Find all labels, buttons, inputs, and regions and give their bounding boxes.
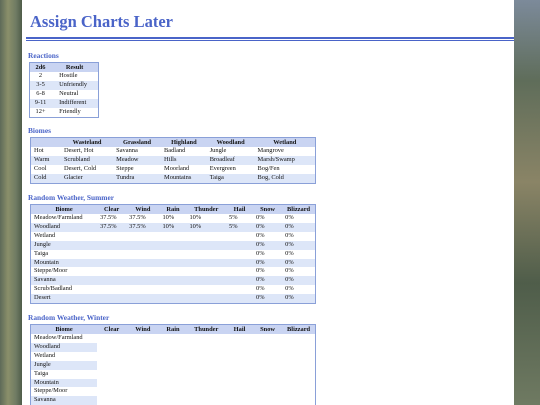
table-row xyxy=(30,90,99,99)
table-cell xyxy=(282,370,315,379)
table-cell xyxy=(253,361,282,370)
table-cell: 0% xyxy=(253,241,282,250)
table-cell xyxy=(282,396,315,405)
table-row xyxy=(31,294,316,303)
table-cell: Meadow/Farmland xyxy=(31,214,98,223)
table-cell: Wetland xyxy=(31,352,98,361)
table-header-cell: Thunder xyxy=(186,205,226,215)
table-cell: Jungle xyxy=(31,361,98,370)
table-cell xyxy=(159,396,186,405)
table-cell: Moorland xyxy=(161,165,207,174)
table-cell: Tundra xyxy=(113,174,161,183)
document-page xyxy=(22,0,514,405)
table-cell xyxy=(186,259,226,268)
table-cell xyxy=(282,379,315,388)
table-cell: 10% xyxy=(186,214,226,223)
table-cell xyxy=(97,396,126,405)
table-row xyxy=(31,267,316,276)
table-cell: 0% xyxy=(253,232,282,241)
table-cell xyxy=(159,370,186,379)
table-cell: Warm xyxy=(31,156,61,165)
table-cell xyxy=(186,379,226,388)
table-row xyxy=(31,147,316,156)
background-painting-right xyxy=(514,0,540,405)
table-row xyxy=(31,361,316,370)
table-cell xyxy=(253,379,282,388)
table-cell xyxy=(97,250,126,259)
table-cell: Jungle xyxy=(207,147,255,156)
table-cell xyxy=(253,387,282,396)
table-cell: Scrub/Badland xyxy=(31,285,98,294)
table-cell xyxy=(186,343,226,352)
table-cell xyxy=(159,387,186,396)
table-row xyxy=(30,99,99,108)
table-cell: Bog/Fen xyxy=(255,165,316,174)
table-row xyxy=(31,352,316,361)
table-cell xyxy=(226,259,253,268)
table-header-cell: Snow xyxy=(253,205,282,215)
table-cell xyxy=(282,343,315,352)
table-cell xyxy=(159,352,186,361)
table-cell xyxy=(126,267,159,276)
table-row xyxy=(31,174,316,183)
table-cell xyxy=(126,370,159,379)
table-cell xyxy=(186,370,226,379)
table-cell: 10% xyxy=(159,214,186,223)
table-cell xyxy=(126,259,159,268)
table-header-cell: Hail xyxy=(226,325,253,335)
table-header-cell: Wind xyxy=(126,205,159,215)
table-cell xyxy=(226,396,253,405)
table-cell xyxy=(226,343,253,352)
table-cell xyxy=(126,232,159,241)
table-cell xyxy=(226,387,253,396)
table-cell xyxy=(97,379,126,388)
table-cell xyxy=(226,241,253,250)
table-cell: 0% xyxy=(253,276,282,285)
table-cell: 0% xyxy=(282,276,315,285)
table-header-cell: Rain xyxy=(159,325,186,335)
table-cell: Bog, Cold xyxy=(255,174,316,183)
table-cell xyxy=(126,241,159,250)
table-header-cell: Wasteland xyxy=(61,138,113,148)
table-row xyxy=(31,387,316,396)
table-row xyxy=(31,156,316,165)
table-header-cell: Rain xyxy=(159,205,186,215)
table-cell: Jungle xyxy=(31,241,98,250)
table-cell xyxy=(126,361,159,370)
table-row xyxy=(31,250,316,259)
table-cell xyxy=(186,276,226,285)
table-cell xyxy=(159,250,186,259)
table-cell xyxy=(253,334,282,343)
table-header-cell: Wetland xyxy=(255,138,316,148)
table-cell: Neutral xyxy=(51,90,98,99)
table-cell xyxy=(253,396,282,405)
table-cell xyxy=(226,352,253,361)
table-cell: Badland xyxy=(161,147,207,156)
table-cell xyxy=(226,294,253,303)
table-cell: Desert, Hot xyxy=(61,147,113,156)
table-cell xyxy=(186,267,226,276)
table-cell: 3-5 xyxy=(30,81,52,90)
table-cell xyxy=(126,352,159,361)
table-row xyxy=(31,259,316,268)
table-cell xyxy=(159,334,186,343)
table-cell xyxy=(226,232,253,241)
table-cell: Hot xyxy=(31,147,61,156)
table-row xyxy=(31,241,316,250)
title-rule-thin xyxy=(26,40,514,41)
table-cell: 0% xyxy=(253,259,282,268)
table-row xyxy=(31,396,316,405)
table-cell xyxy=(282,352,315,361)
table-cell: Mountains xyxy=(161,174,207,183)
table-cell: Savanna xyxy=(31,396,98,405)
table-cell: 37.5% xyxy=(126,214,159,223)
table-cell: 37.5% xyxy=(126,223,159,232)
table-cell xyxy=(282,334,315,343)
table-cell: 0% xyxy=(253,214,282,223)
table-cell xyxy=(159,294,186,303)
table-cell xyxy=(226,267,253,276)
table-cell: Woodland xyxy=(31,223,98,232)
table-cell xyxy=(159,379,186,388)
table-cell xyxy=(226,285,253,294)
table-cell: 9-11 xyxy=(30,99,52,108)
table-cell xyxy=(159,343,186,352)
table-cell: Glacier xyxy=(61,174,113,183)
table-row xyxy=(30,81,99,90)
summer-weather-heading: Random Weather, Summer xyxy=(28,193,115,202)
table-cell: Savanna xyxy=(113,147,161,156)
table-cell: 37.5% xyxy=(97,214,126,223)
table-cell: Steppe/Moor xyxy=(31,267,98,276)
table-cell xyxy=(253,370,282,379)
table-cell: 10% xyxy=(186,223,226,232)
table-cell: Meadow/Farmland xyxy=(31,334,98,343)
table-cell xyxy=(226,379,253,388)
table-cell: 0% xyxy=(282,241,315,250)
table-cell xyxy=(253,343,282,352)
table-cell: Hostile xyxy=(51,72,98,81)
table-cell: 6-8 xyxy=(30,90,52,99)
table-cell: 5% xyxy=(226,223,253,232)
table-cell xyxy=(126,294,159,303)
table-cell: Wetland xyxy=(31,232,98,241)
table-cell: Indifferent xyxy=(51,99,98,108)
table-cell xyxy=(159,232,186,241)
table-cell: 0% xyxy=(282,267,315,276)
table-cell xyxy=(186,241,226,250)
table-header-cell: Hail xyxy=(226,205,253,215)
table-cell: Mangrove xyxy=(255,147,316,156)
table-cell xyxy=(159,361,186,370)
table-row xyxy=(30,108,99,117)
table-cell: Friendly xyxy=(51,108,98,117)
table-cell xyxy=(126,396,159,405)
winter-weather-table xyxy=(30,324,316,405)
table-header-cell: Woodland xyxy=(207,138,255,148)
table-cell xyxy=(97,276,126,285)
table-header-cell: Result xyxy=(51,63,98,73)
table-cell xyxy=(97,334,126,343)
table-cell xyxy=(97,285,126,294)
table-cell: Steppe/Moor xyxy=(31,387,98,396)
table-cell xyxy=(226,370,253,379)
table-row xyxy=(31,165,316,174)
table-row xyxy=(31,379,316,388)
table-cell: 0% xyxy=(253,285,282,294)
table-header-cell xyxy=(31,138,61,148)
table-header-cell: Blizzard xyxy=(282,325,315,335)
table-cell xyxy=(186,285,226,294)
table-row xyxy=(31,232,316,241)
table-header-cell: Clear xyxy=(97,205,126,215)
table-cell xyxy=(97,361,126,370)
table-cell: Unfriendly xyxy=(51,81,98,90)
table-cell xyxy=(97,232,126,241)
table-cell xyxy=(226,250,253,259)
reactions-table xyxy=(29,62,99,118)
table-cell xyxy=(159,267,186,276)
table-cell: 0% xyxy=(282,223,315,232)
table-cell: Woodland xyxy=(31,343,98,352)
table-cell: Taiga xyxy=(31,370,98,379)
table-row xyxy=(30,72,99,81)
reactions-heading: Reactions xyxy=(28,51,59,60)
table-cell xyxy=(126,343,159,352)
table-row xyxy=(31,334,316,343)
table-cell: 0% xyxy=(282,250,315,259)
biomes-table xyxy=(30,137,316,184)
table-cell xyxy=(282,387,315,396)
table-cell xyxy=(126,334,159,343)
table-cell: Taiga xyxy=(31,250,98,259)
table-cell: 0% xyxy=(253,294,282,303)
table-header-cell: Highland xyxy=(161,138,207,148)
table-cell xyxy=(126,387,159,396)
table-cell xyxy=(126,250,159,259)
table-cell: 0% xyxy=(253,267,282,276)
table-cell: 5% xyxy=(226,214,253,223)
table-cell xyxy=(159,259,186,268)
summer-weather-table xyxy=(30,204,316,304)
table-header-cell: Grassland xyxy=(113,138,161,148)
table-cell: 12+ xyxy=(30,108,52,117)
table-cell: Desert xyxy=(31,294,98,303)
table-row xyxy=(31,285,316,294)
table-cell xyxy=(186,396,226,405)
table-cell xyxy=(97,241,126,250)
table-row xyxy=(31,223,316,232)
table-cell xyxy=(226,361,253,370)
table-cell: 0% xyxy=(282,214,315,223)
table-cell: Cold xyxy=(31,174,61,183)
table-cell: Desert, Cold xyxy=(61,165,113,174)
table-cell: Meadow xyxy=(113,156,161,165)
title-rule xyxy=(26,37,514,39)
table-cell: Marsh/Swamp xyxy=(255,156,316,165)
table-cell xyxy=(159,276,186,285)
table-cell xyxy=(97,387,126,396)
table-cell xyxy=(97,294,126,303)
table-cell: Savanna xyxy=(31,276,98,285)
table-cell xyxy=(186,250,226,259)
table-cell: 10% xyxy=(159,223,186,232)
table-cell: Broadleaf xyxy=(207,156,255,165)
table-cell xyxy=(159,241,186,250)
table-row xyxy=(31,276,316,285)
table-cell xyxy=(186,294,226,303)
table-cell: Cool xyxy=(31,165,61,174)
table-cell xyxy=(186,361,226,370)
table-cell xyxy=(97,267,126,276)
winter-weather-heading: Random Weather, Winter xyxy=(28,313,110,322)
table-cell: 0% xyxy=(282,232,315,241)
biomes-heading: Biomes xyxy=(28,126,51,135)
table-cell: Steppe xyxy=(113,165,161,174)
table-cell xyxy=(97,352,126,361)
table-cell: Mountain xyxy=(31,379,98,388)
table-cell xyxy=(97,343,126,352)
table-cell: Scrubland xyxy=(61,156,113,165)
table-cell: 2 xyxy=(30,72,52,81)
table-cell: Taiga xyxy=(207,174,255,183)
table-cell: 0% xyxy=(282,259,315,268)
table-cell: Evergreen xyxy=(207,165,255,174)
table-header-cell: Biome xyxy=(31,325,98,335)
table-row xyxy=(31,370,316,379)
table-header-cell: Thunder xyxy=(186,325,226,335)
table-cell: 0% xyxy=(253,250,282,259)
table-header-cell: Wind xyxy=(126,325,159,335)
table-header-cell: 2d6 xyxy=(30,63,52,73)
table-cell xyxy=(126,276,159,285)
table-cell xyxy=(226,276,253,285)
table-cell xyxy=(186,352,226,361)
table-cell: Hills xyxy=(161,156,207,165)
table-cell xyxy=(253,352,282,361)
table-cell: Mountain xyxy=(31,259,98,268)
table-cell xyxy=(97,370,126,379)
table-header-cell: Clear xyxy=(97,325,126,335)
table-cell: 37.5% xyxy=(97,223,126,232)
table-cell xyxy=(186,232,226,241)
table-row xyxy=(31,343,316,352)
table-cell xyxy=(97,259,126,268)
table-cell xyxy=(126,379,159,388)
table-cell xyxy=(186,334,226,343)
table-cell xyxy=(126,285,159,294)
table-row xyxy=(31,214,316,223)
page-title: Assign Charts Later xyxy=(30,12,173,31)
table-cell xyxy=(186,387,226,396)
table-cell xyxy=(282,361,315,370)
table-cell xyxy=(159,285,186,294)
table-cell: 0% xyxy=(282,294,315,303)
table-cell: 0% xyxy=(253,223,282,232)
table-header-cell: Snow xyxy=(253,325,282,335)
table-header-cell: Biome xyxy=(31,205,98,215)
table-cell xyxy=(226,334,253,343)
table-header-cell: Blizzard xyxy=(282,205,315,215)
table-cell: 0% xyxy=(282,285,315,294)
